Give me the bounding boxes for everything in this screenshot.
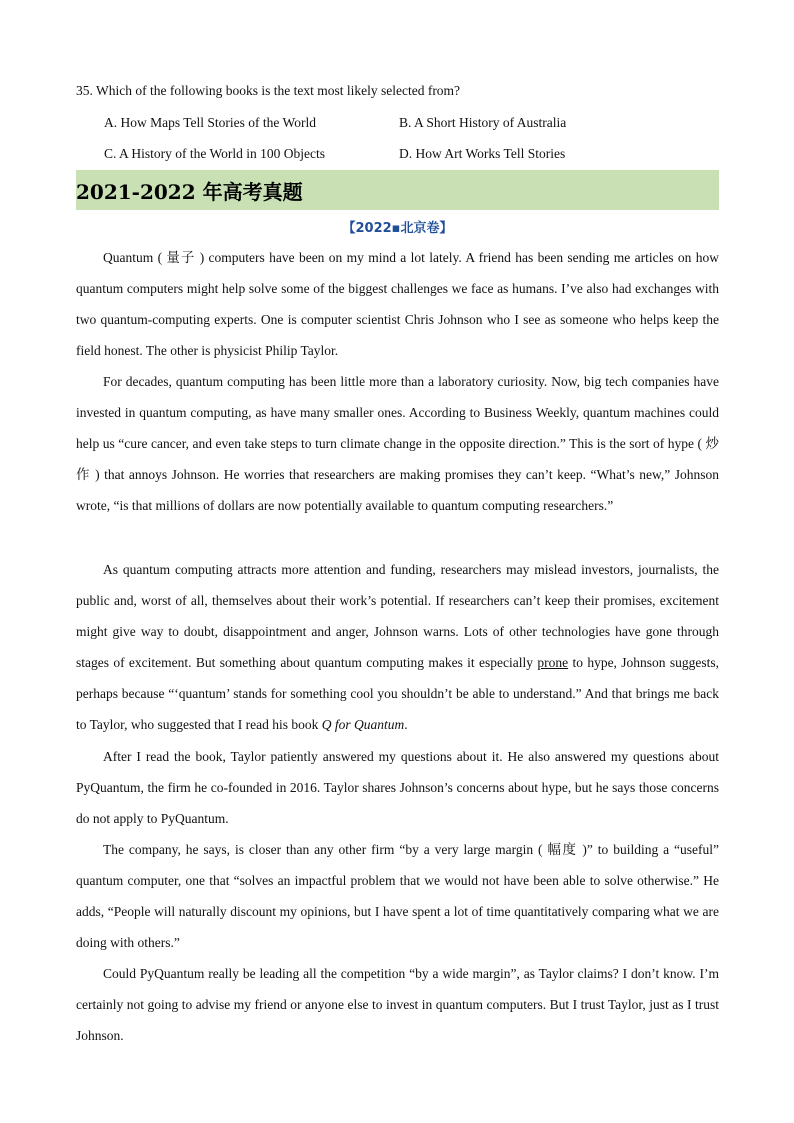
section-title: 2021-2022 年高考真题 — [76, 180, 303, 204]
paragraph-3-part-a: As quantum computing attracts more attention and funding, researchers may mislead investors, journalists, the public and, worst of all, themselves about their work’s potential. If researchers can’t keep their promises, excitement might give way to doubt, disappointment and anger, Johnson warns. Lots of other technologies have gone through stages of excitement. But something about quantum computing makes it especially — [76, 562, 719, 670]
option-d: D. How Art Works Tell Stories — [399, 146, 566, 161]
option-a: A. How Maps Tell Stories of the World — [104, 115, 316, 130]
source-label: 【2022▪北京卷】 — [342, 221, 453, 236]
paragraph-1: Quantum ( 量子 ) computers have been on my mind a lot lately. A friend has been sending me articles on how quantum computers might help solve some of the biggest challenges we face as humans. I’ve also had exchanges with two quantum-computing experts. One is computer scientist Chris Johnson who I see as someone who helps keep the field honest. The other is physicist Philip Taylor. — [76, 250, 719, 358]
paragraph-3-end: . — [404, 717, 408, 732]
underlined-word: prone — [537, 655, 569, 670]
option-b: B. A Short History of Australia — [399, 115, 567, 130]
option-c: C. A History of the World in 100 Objects — [104, 146, 326, 161]
paragraph-3 — [76, 554, 719, 740]
section-banner — [76, 170, 719, 210]
paragraph-2: For decades, quantum computing has been little more than a laboratory curiosity. Now, big tech companies have invested in quantum computing, as have many smaller ones. According to Business Weekly, quantum machines could help us “cure cancer, and even take steps to turn climate change in the opposite direction.” This is the sort of hype ( 炒作 ) that annoys Johnson. He worries that researchers are making promises they can’t keep. “What’s new,” Johnson wrote, “is that millions of dollars are now potentially available to quantum computing researchers.” — [76, 374, 719, 513]
paragraph-6: Could PyQuantum really be leading all the competition “by a wide margin”, as Taylor claims? I don’t know. I’m certainly not going to advise my friend or anyone else to invest in quantum computers. But I trust Taylor, just as I trust Johnson. — [76, 966, 719, 1043]
book-title: Q for Quantum — [321, 717, 405, 732]
paragraph-3-part-b: to hype, Johnson suggests, perhaps because “‘quantum’ stands for something cool you shouldn’t be able to understand.” And that brings me back to Taylor, who suggested that I read his book — [76, 655, 720, 732]
paragraph-5: The company, he says, is closer than any other firm “by a very large margin ( 幅度 )” to building a “useful” quantum computer, one that “solves an impactful problem that we would not have been able to solve otherwise.” He adds, “People will naturally discount my opinions, but I have spent a lot of time quantitatively comparing what we are doing with others.” — [76, 842, 719, 950]
question-text: 35. Which of the following books is the text most likely selected from? — [76, 83, 461, 98]
paragraph-4: After I read the book, Taylor patiently answered my questions about it. He also answered my questions about PyQuantum, the firm he co-founded in 2016. Taylor shares Johnson’s concerns about hype, but he says those concerns do not apply to PyQuantum. — [76, 749, 719, 826]
